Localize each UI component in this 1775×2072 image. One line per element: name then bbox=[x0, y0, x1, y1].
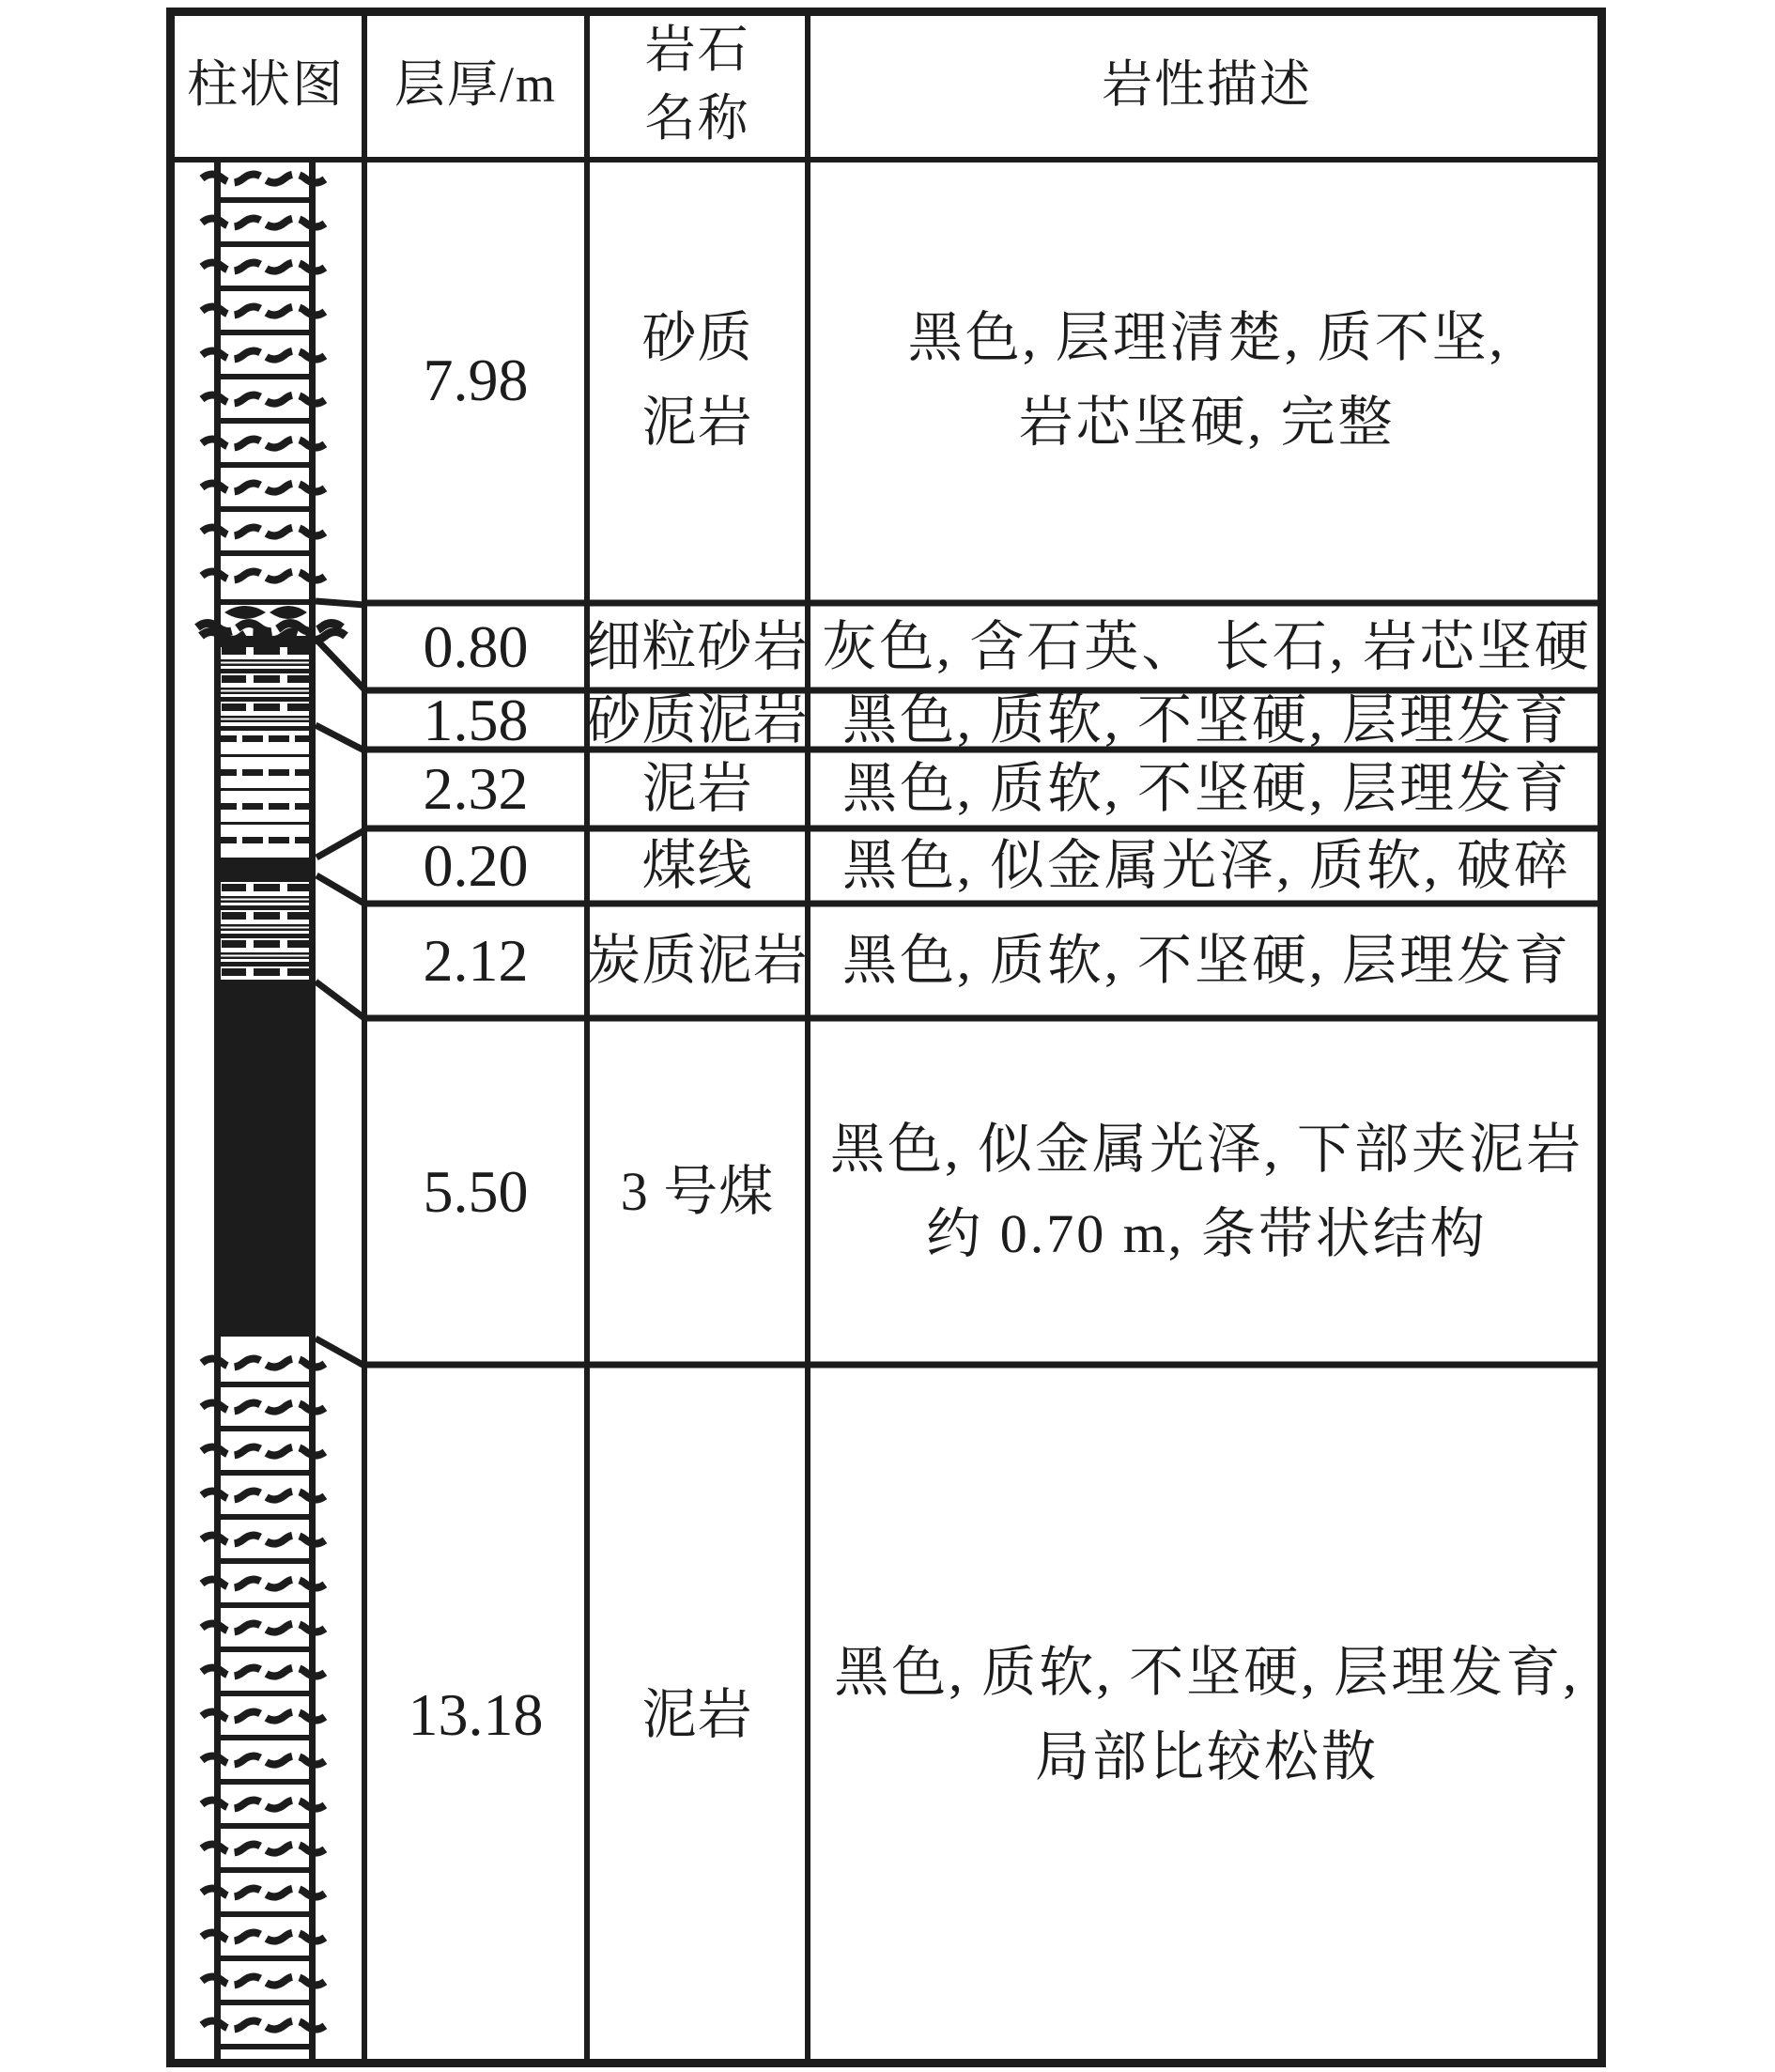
thickness-value: 0.20 bbox=[423, 832, 529, 899]
rock-name: 细粒砂岩 bbox=[586, 616, 809, 678]
header-label-line: 岩石 bbox=[644, 22, 750, 79]
header-label-line: 名称 bbox=[644, 90, 750, 147]
header-label: 岩性描述 bbox=[1102, 55, 1312, 113]
header-cell-thickness bbox=[368, 13, 583, 156]
header-label: 柱状图 bbox=[187, 55, 345, 113]
rock-name: 炭质泥岩 bbox=[586, 930, 809, 992]
rock-name: 泥岩 bbox=[641, 1684, 753, 1746]
lithology-description: 黑色, 质软, 不坚硬, 层理发育 bbox=[841, 930, 1571, 992]
lithology-description: 黑色, 层理清楚, 质不坚, 岩芯坚硬, 完整 bbox=[907, 307, 1506, 453]
rock-name: 砂质泥岩 bbox=[586, 689, 809, 751]
lithology-description: 黑色, 似金属光泽, 下部夹泥岩 约 0.70 m, 条带状结构 bbox=[829, 1119, 1583, 1264]
thickness-value: 5.50 bbox=[423, 1158, 529, 1225]
thickness-value: 2.12 bbox=[423, 927, 529, 994]
lithology-description: 黑色, 质软, 不坚硬, 层理发育, 局部比较松散 bbox=[834, 1642, 1580, 1787]
thickness-value: 13.18 bbox=[408, 1681, 544, 1748]
header-cell-rock-name bbox=[591, 13, 804, 156]
lithology-description: 黑色, 质软, 不坚硬, 层理发育 bbox=[841, 689, 1571, 751]
rock-name: 砂质 泥岩 bbox=[641, 307, 753, 453]
thickness-value: 2.32 bbox=[423, 755, 529, 822]
header-label: 层厚/m bbox=[394, 55, 557, 113]
header-cell-column-diagram bbox=[171, 13, 361, 156]
lithology-description: 黑色, 质软, 不坚硬, 层理发育 bbox=[841, 758, 1571, 820]
rock-name: 3 号煤 bbox=[620, 1161, 775, 1223]
thickness-value: 0.80 bbox=[423, 613, 529, 680]
thickness-value: 7.98 bbox=[423, 347, 529, 413]
lithology-description: 灰色, 含石英、 长石, 岩芯坚硬 bbox=[822, 616, 1592, 678]
rock-name: 煤线 bbox=[641, 835, 753, 897]
rock-name: 泥岩 bbox=[641, 758, 753, 820]
lithology-description: 黑色, 似金属光泽, 质软, 破碎 bbox=[841, 835, 1571, 897]
thickness-value: 1.58 bbox=[423, 687, 529, 753]
header-cell-lithology-description bbox=[811, 13, 1602, 156]
